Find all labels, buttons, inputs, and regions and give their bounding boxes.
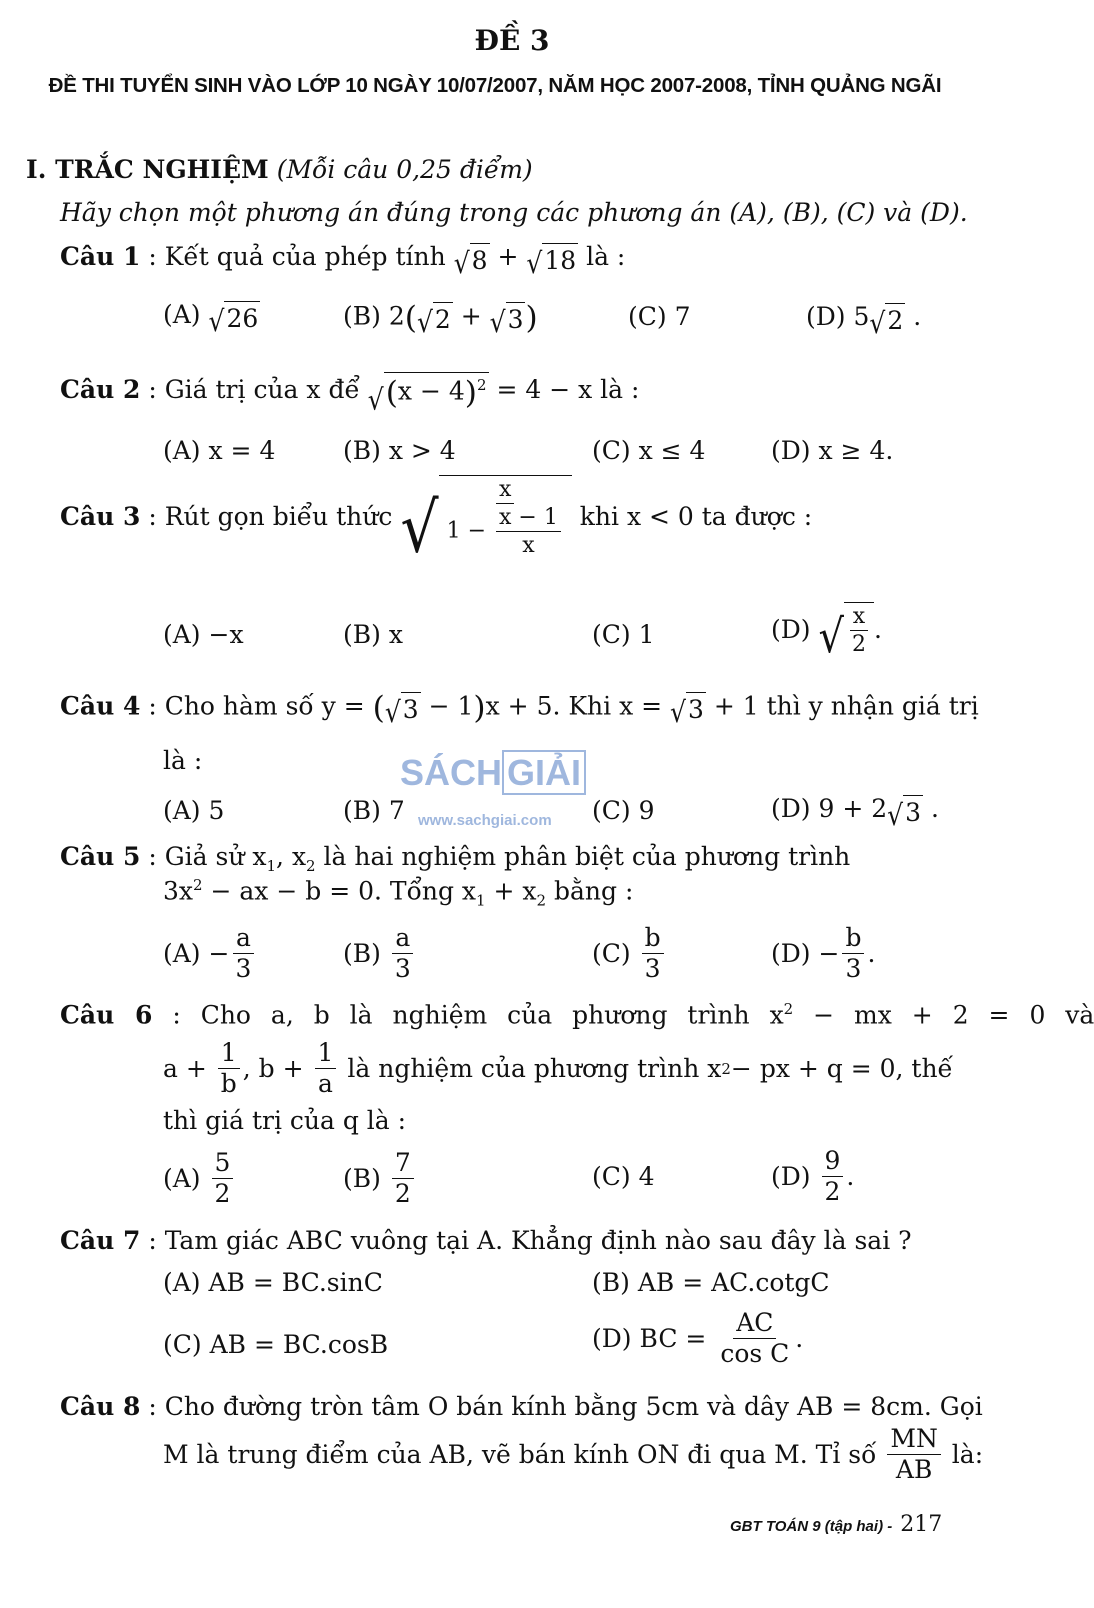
q4-option-b[interactable]: (B) 7 — [343, 796, 405, 825]
section-heading — [26, 155, 533, 184]
q3-option-c[interactable]: (C) 1 — [592, 620, 655, 649]
q3-option-b[interactable]: (B) x — [343, 620, 403, 649]
question-label: Câu 6 — [60, 1000, 153, 1030]
q7-option-b[interactable]: (B) AB = AC.cotgC — [592, 1268, 830, 1297]
question-label: Câu 3 — [60, 501, 141, 531]
question-label: Câu 4 — [60, 691, 141, 721]
q4-option-d[interactable]: (D) 9 + 2 √ 3 . — [771, 794, 939, 832]
q5-option-d[interactable]: (D) − $\frac{b}{3}$ . — [771, 923, 876, 984]
question-1: Câu 1 : Kết quả của phép tính √ 8 + √ 18 là : — [60, 242, 626, 280]
q2-option-b[interactable]: (B) x > 4 — [343, 436, 456, 465]
q2-option-c[interactable]: (C) x ≤ 4 — [592, 436, 706, 465]
section-points-note: (Mỗi câu 0,25 điểm) — [276, 155, 533, 184]
q4-option-a[interactable]: (A) 5 — [163, 796, 225, 825]
question-label: Câu 2 — [60, 375, 141, 404]
q6-option-c[interactable]: (C) 4 — [592, 1162, 655, 1191]
q3-option-a[interactable]: (A) −x — [163, 620, 244, 649]
q7-option-d[interactable]: (D) BC = $\frac{AC}{\text{cos C}}$ . — [592, 1308, 804, 1369]
question-7: Câu 7 : Tam giác ABC vuông tại A. Khẳng định nào sau đây là sai ? — [60, 1226, 912, 1255]
watermark-url: www.sachgiai.com — [418, 812, 552, 829]
question-label: Câu 8 — [60, 1392, 141, 1421]
q1-option-c[interactable]: (C) 7 — [628, 302, 691, 331]
q6-option-a[interactable]: (A) $\frac{5}{2}$ — [163, 1150, 236, 1208]
q6-option-d[interactable]: (D) $\frac{9}{2}$ . — [771, 1146, 855, 1207]
page-footer — [730, 1512, 942, 1537]
q2-option-a[interactable]: (A) x = 4 — [163, 436, 276, 465]
q2-option-d[interactable]: (D) x ≥ 4. — [771, 436, 894, 465]
q1-option-b[interactable]: (B) 2( √ 2 + √ 3 ) — [343, 300, 538, 339]
question-2: Câu 2 : Giá trị của x để √ $(x - 4)^2$ = 4 − x là : — [60, 372, 639, 411]
question-5-cont: $3x^2$ − ax − b = 0. Tổng $x_1 + x_2$ bằng : — [163, 876, 634, 910]
q3-option-d[interactable]: (D) √ $\frac{x}{2}$ . — [771, 604, 882, 664]
question-5: Câu 5 : Giả sử $x_1$, $x_2$ là hai nghiệm phân biệt của phương trình — [60, 842, 851, 875]
q5-option-b[interactable]: (B) $\frac{a}{3}$ — [343, 925, 417, 983]
section-label: I. TRẮC NGHIỆM — [26, 155, 269, 184]
q7-option-c[interactable]: (C) AB = BC.cosB — [163, 1330, 389, 1359]
question-4-cont: là : — [163, 746, 203, 775]
question-6: Câu 6 : Cho a, b là nghiệm của phương trình $x^2$ − mx + 2 = 0 và — [60, 1000, 1094, 1030]
watermark-logo: SÁCH GIẢI — [400, 752, 586, 794]
question-4: Câu 4 : Cho hàm số y = ( √ 3 − 1)x + 5. Khi x = √ 3 + 1 thì y nhận giá trị — [60, 690, 979, 729]
q6-option-b[interactable]: (B) $\frac{7}{2}$ — [343, 1150, 417, 1208]
q7-option-a[interactable]: (A) AB = BC.sinC — [163, 1268, 383, 1297]
question-8-cont: M là trung điểm của AB, vẽ bán kính ON đi qua M. Tỉ số $\frac{MN}{AB}$ là: — [163, 1424, 984, 1485]
question-6-cont: a + $\frac{1}{b}$ , b + $\frac{1}{a}$ là nghiệm của phương trình x 2 − px + q = 0, thế — [163, 1038, 953, 1099]
exam-subtitle: ĐỀ THI TUYỂN SINH VÀO LỚP 10 NGÀY 10/07/2007, NĂM HỌC 2007-2008, TỈNH QUẢNG NGÃI — [48, 74, 942, 97]
page-title: ĐỀ 3 — [474, 24, 550, 57]
question-8: Câu 8 : Cho đường tròn tâm O bán kính bằng 5cm và dây AB = 8cm. Gọi — [60, 1392, 983, 1421]
section-instruction: Hãy chọn một phương án đúng trong các phương án (A), (B), (C) và (D). — [60, 198, 968, 227]
page-number: 217 — [900, 1512, 943, 1537]
question-label: Câu 5 — [60, 842, 141, 871]
q5-option-c[interactable]: (C) $\frac{b}{3}$ — [592, 925, 667, 983]
question-label: Câu 7 — [60, 1226, 141, 1255]
q4-option-c[interactable]: (C) 9 — [592, 796, 655, 825]
footer-book: GBT TOÁN 9 (tập hai) - — [730, 1518, 893, 1535]
q1-option-d[interactable]: (D) 5 √ 2 . — [806, 302, 922, 340]
question-label: Câu 1 — [60, 242, 141, 271]
q1-option-a[interactable]: (A) √ 26 — [163, 300, 259, 338]
question-6-cont2: thì giá trị của q là : — [163, 1106, 407, 1135]
q5-option-a[interactable]: (A) − $\frac{a}{3}$ — [163, 925, 257, 983]
question-3: Câu 3 : Rút gọn biểu thức √ x 1 − $\frac{x - 1}{x}$ khi x < 0 ta được : — [60, 477, 813, 570]
